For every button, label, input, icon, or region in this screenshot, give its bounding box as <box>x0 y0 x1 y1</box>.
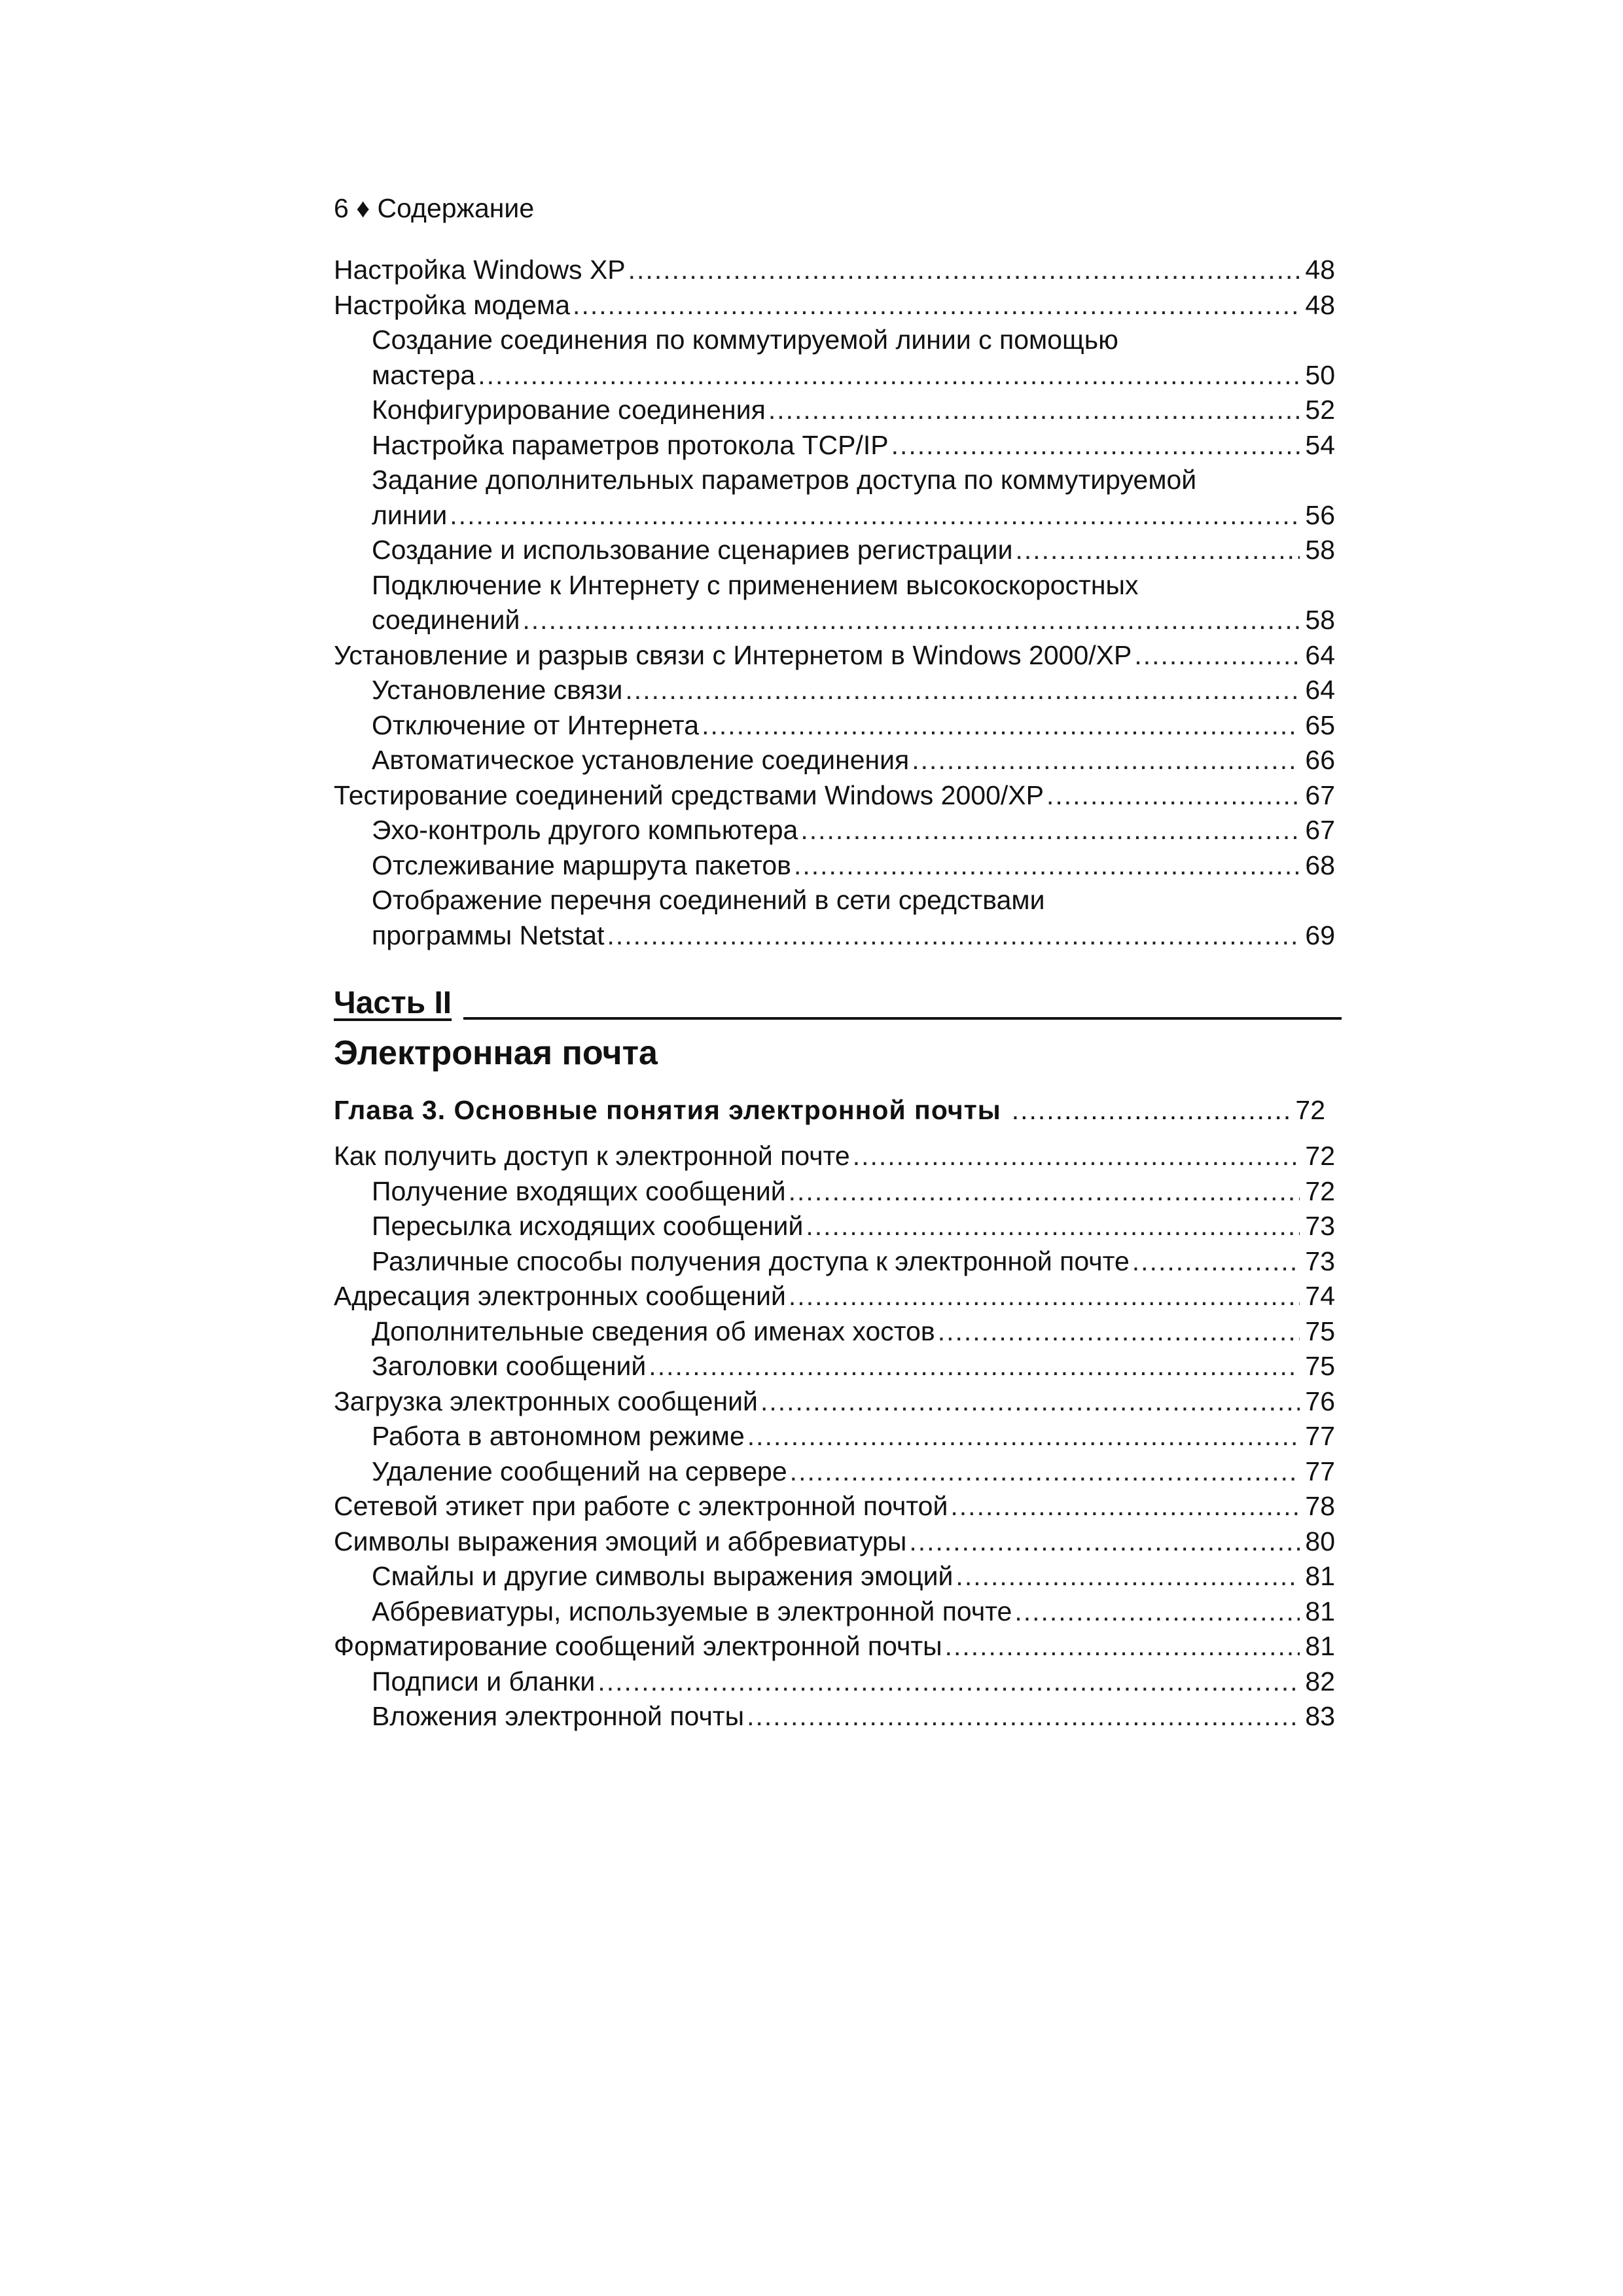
dot-leader <box>625 673 1300 708</box>
toc-page <box>334 190 1342 1734</box>
dot-leader <box>649 1349 1300 1384</box>
toc-entry[interactable] <box>334 778 1335 814</box>
chapter-page-number: 72 <box>1295 1095 1325 1125</box>
dot-leader <box>1046 778 1300 814</box>
toc-list-b <box>334 1139 1335 1734</box>
part-heading <box>334 982 1342 1025</box>
toc-entry-title: Смайлы и другие символы выражения эмоций <box>372 1561 954 1591</box>
toc-entry-page-number: 56 <box>1305 499 1335 530</box>
toc-entry-page-number: 69 <box>1305 920 1335 950</box>
toc-entry-page-number: 81 <box>1305 1631 1335 1661</box>
toc-entry-title: Сетевой этикет при работе с электронной почтой <box>334 1491 948 1521</box>
toc-entry-title: Эхо-контроль другого компьютера <box>372 815 798 845</box>
toc-entry[interactable] <box>334 813 1335 848</box>
toc-entry-page-number: 73 <box>1305 1246 1335 1276</box>
toc-entry[interactable] <box>334 1314 1335 1350</box>
toc-section-b <box>334 1139 1335 1734</box>
toc-entry-page-number: 82 <box>1305 1666 1335 1696</box>
toc-entry-page-number: 72 <box>1305 1175 1335 1206</box>
dot-leader <box>938 1314 1300 1350</box>
toc-entry[interactable] <box>334 603 1335 638</box>
toc-entry-page-number: 52 <box>1305 395 1335 425</box>
dot-leader <box>1012 1090 1293 1130</box>
toc-entry-page-number: 58 <box>1305 535 1335 565</box>
toc-entry[interactable] <box>334 918 1335 954</box>
toc-entry[interactable] <box>334 883 1335 918</box>
toc-entry-page-number: 75 <box>1305 1316 1335 1346</box>
toc-entry-title: Различные способы получения доступа к электронной почте <box>372 1246 1130 1276</box>
toc-entry[interactable] <box>334 428 1335 463</box>
toc-entry[interactable] <box>334 638 1335 673</box>
toc-entry[interactable] <box>334 1664 1335 1700</box>
toc-entry-page-number: 80 <box>1305 1526 1335 1556</box>
dot-leader <box>760 1384 1300 1420</box>
toc-entry-title: Подписи и бланки <box>372 1666 596 1696</box>
toc-entry-page-number: 73 <box>1305 1211 1335 1241</box>
toc-entry-page-number: 74 <box>1305 1281 1335 1311</box>
dot-leader <box>790 1454 1300 1490</box>
dot-leader <box>768 393 1300 428</box>
toc-entry[interactable] <box>334 253 1335 288</box>
toc-entry-title: Создание и использование сценариев регистрации <box>372 535 1013 565</box>
dot-leader <box>800 813 1300 848</box>
toc-entry-title: Установление связи <box>372 675 623 705</box>
part-label: Часть II <box>334 986 452 1020</box>
toc-entry-page-number: 64 <box>1305 675 1335 705</box>
toc-entry[interactable] <box>334 673 1335 708</box>
toc-entry-title: Вложения электронной почты <box>372 1701 745 1731</box>
dot-leader <box>806 1209 1300 1244</box>
toc-entry-page-number: 77 <box>1305 1456 1335 1486</box>
dot-leader <box>789 1279 1300 1314</box>
dot-leader <box>607 918 1300 954</box>
toc-section-a <box>334 253 1335 953</box>
toc-entry[interactable] <box>334 1419 1335 1454</box>
toc-entry[interactable] <box>334 323 1335 358</box>
toc-entry-title: Адресация электронных сообщений <box>334 1281 786 1311</box>
toc-entry-title: Отключение от Интернета <box>372 709 700 740</box>
toc-entry-page-number: 64 <box>1305 639 1335 670</box>
toc-entry-title: мастера <box>372 359 476 390</box>
toc-list-a <box>334 253 1335 953</box>
toc-entry-page-number: 83 <box>1305 1701 1335 1731</box>
toc-entry-title: Заголовки сообщений <box>372 1351 647 1381</box>
toc-entry-page-number: 48 <box>1305 255 1335 285</box>
toc-entry[interactable] <box>334 358 1335 393</box>
toc-entry-page-number: 48 <box>1305 289 1335 320</box>
toc-entry[interactable] <box>334 1244 1335 1280</box>
toc-entry-page-number: 78 <box>1305 1491 1335 1521</box>
toc-entry-page-number: 77 <box>1305 1421 1335 1451</box>
toc-entry[interactable] <box>334 708 1335 744</box>
toc-entry-page-number: 76 <box>1305 1386 1335 1416</box>
dot-leader <box>955 1559 1300 1594</box>
toc-entry-page-number: 66 <box>1305 745 1335 775</box>
toc-entry[interactable] <box>334 533 1335 568</box>
toc-entry-title: Установление и разрыв связи с Интернетом в Windows 2000/XP <box>334 639 1132 670</box>
toc-entry-title: Загрузка электронных сообщений <box>334 1386 758 1416</box>
toc-entry[interactable] <box>334 1349 1335 1384</box>
dot-leader <box>1015 533 1300 568</box>
toc-entry-title: Символы выражения эмоций и аббревиатуры <box>334 1526 907 1556</box>
toc-entry-page-number: 54 <box>1305 429 1335 460</box>
running-head: 6 ♦ Содержание <box>334 193 535 223</box>
toc-entry[interactable] <box>334 393 1335 428</box>
toc-entry-page-number: 58 <box>1305 605 1335 635</box>
toc-entry-title: Отображение перечня соединений в сети средствами <box>372 885 1045 915</box>
toc-entry[interactable] <box>334 1629 1335 1664</box>
toc-entry[interactable] <box>334 1279 1335 1314</box>
chapter-entry[interactable] <box>334 1090 1325 1130</box>
dot-leader <box>1134 638 1300 673</box>
toc-entry[interactable] <box>334 1384 1335 1420</box>
dot-leader <box>450 498 1300 533</box>
toc-entry[interactable] <box>334 1699 1335 1734</box>
toc-entry-title: Настройка модема <box>334 289 571 320</box>
toc-entry-title: соединений <box>372 605 520 635</box>
toc-entry-title: Работа в автономном режиме <box>372 1421 745 1451</box>
dot-leader <box>628 253 1300 288</box>
toc-entry-title: Отслеживание маршрута пакетов <box>372 850 791 880</box>
toc-entry-title: Настройка Windows XP <box>334 255 626 285</box>
toc-entry-page-number: 65 <box>1305 709 1335 740</box>
toc-entry-title: Автоматическое установление соединения <box>372 745 910 775</box>
chapter-title: Глава 3. Основные понятия электронной почты <box>334 1095 1001 1125</box>
toc-entry-page-number: 50 <box>1305 359 1335 390</box>
dot-leader <box>945 1629 1300 1664</box>
dot-leader <box>702 708 1300 744</box>
dot-leader <box>478 358 1300 393</box>
toc-entry[interactable] <box>334 1139 1335 1174</box>
toc-entry[interactable] <box>334 1524 1335 1560</box>
dot-leader <box>789 1174 1300 1210</box>
toc-entry[interactable] <box>334 848 1335 884</box>
toc-entry-title: Пересылка исходящих сообщений <box>372 1211 804 1241</box>
toc-entry[interactable] <box>334 1559 1335 1594</box>
toc-entry-title: Подключение к Интернету с применением высокоскоростных <box>372 569 1139 600</box>
toc-entry-title: программы Netstat <box>372 920 605 950</box>
toc-entry-title: Конфигурирование соединения <box>372 395 766 425</box>
toc-entry-page-number: 67 <box>1305 815 1335 845</box>
toc-entry[interactable] <box>334 498 1335 533</box>
toc-entry[interactable] <box>334 1594 1335 1630</box>
dot-leader <box>522 603 1300 638</box>
part-title: Электронная почта <box>334 1034 658 1072</box>
toc-entry-title: Форматирование сообщений электронной почты <box>334 1631 942 1661</box>
dot-leader <box>597 1664 1300 1700</box>
toc-entry-title: Настройка параметров протокола TCP/IP <box>372 429 889 460</box>
toc-entry[interactable] <box>334 568 1335 603</box>
dot-leader <box>912 743 1300 778</box>
dot-leader <box>950 1489 1300 1524</box>
toc-entry-title: Получение входящих сообщений <box>372 1175 786 1206</box>
dot-leader <box>747 1699 1300 1734</box>
toc-entry-title: Тестирование соединений средствами Windows 2000/XP <box>334 780 1044 810</box>
dot-leader <box>1014 1594 1300 1630</box>
dot-leader <box>747 1419 1300 1454</box>
toc-entry-title: Как получить доступ к электронной почте <box>334 1141 850 1171</box>
toc-entry-title: Аббревиатуры, используемые в электронной почте <box>372 1596 1012 1626</box>
toc-entry-page-number: 81 <box>1305 1596 1335 1626</box>
toc-entry-page-number: 68 <box>1305 850 1335 880</box>
toc-entry-page-number: 81 <box>1305 1561 1335 1591</box>
dot-leader <box>573 288 1300 323</box>
toc-entry-page-number: 72 <box>1305 1141 1335 1171</box>
toc-entry[interactable] <box>334 1174 1335 1210</box>
dot-leader <box>794 848 1300 884</box>
toc-entry-page-number: 75 <box>1305 1351 1335 1381</box>
toc-entry-title: Задание дополнительных параметров доступа по коммутируемой <box>372 465 1197 495</box>
toc-entry-page-number: 67 <box>1305 780 1335 810</box>
part-rule <box>463 1017 1342 1020</box>
toc-entry[interactable] <box>334 743 1335 778</box>
toc-entry-title: линии <box>372 499 448 530</box>
toc-entry[interactable] <box>334 1454 1335 1490</box>
toc-entry-title: Создание соединения по коммутируемой линии с помощью <box>372 325 1118 355</box>
toc-entry-title: Удаление сообщений на сервере <box>372 1456 787 1486</box>
dot-leader <box>1132 1244 1300 1280</box>
toc-entry[interactable] <box>334 288 1335 323</box>
toc-entry[interactable] <box>334 463 1335 498</box>
toc-entry[interactable] <box>334 1489 1335 1524</box>
dot-leader <box>909 1524 1300 1560</box>
dot-leader <box>891 428 1300 463</box>
toc-entry[interactable] <box>334 1209 1335 1244</box>
toc-entry-title: Дополнительные сведения об именах хостов <box>372 1316 935 1346</box>
dot-leader <box>853 1139 1300 1174</box>
